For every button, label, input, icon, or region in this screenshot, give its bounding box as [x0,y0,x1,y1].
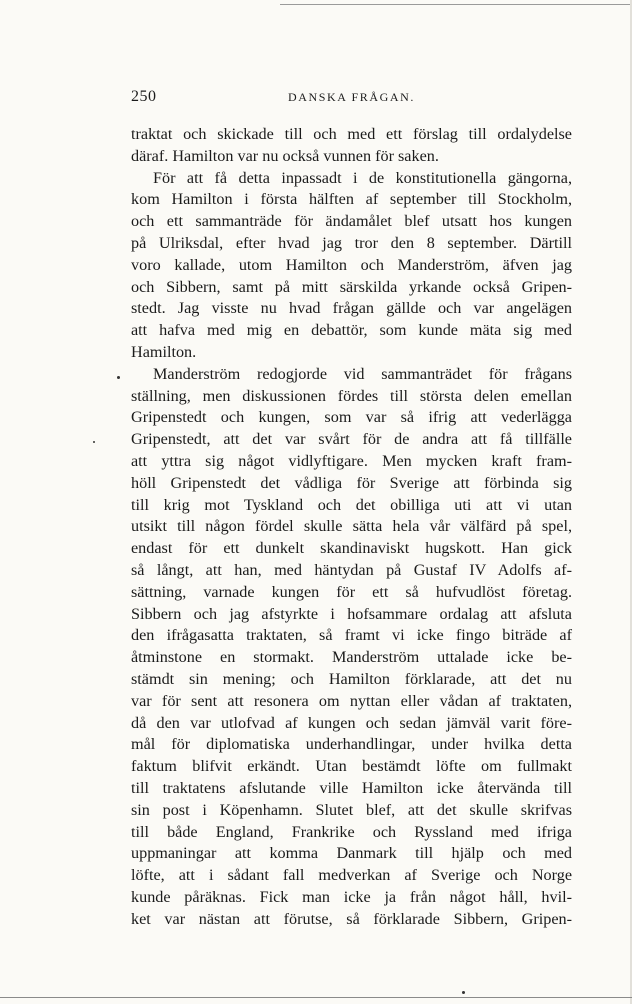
text-line: Hamilton. [131,342,197,361]
top-edge-rule [280,4,632,5]
text-line: uppmaningar att komma Danmark till hjälp och med [131,844,572,863]
text-line: ställning, men diskussionen fördes till största delen emellan [131,386,572,405]
page-number: 250 [131,88,157,105]
ink-speck [462,991,465,994]
text-line: För att få detta inpassadt i de konstitutionella gängorna, [153,168,572,187]
text-line: Gripenstedt och kungen, som var så ifrig att vederlägga [131,408,572,427]
text-line: mål för diplomatiska underhandlingar, under hvilka detta [131,735,572,754]
text-line: ket var nästan att förutse, så förklarade Sibbern, Gripen- [131,909,572,928]
paragraph-3 [131,364,572,931]
text-line: och ett sammanträde för ändamålet blef utsatt hos kungen [131,212,572,231]
text-line: faktum blifvit erkändt. Utan bestämdt löfte om fullmakt [131,757,572,776]
text-line: däraf. Hamilton var nu också vunnen för saken. [131,146,439,165]
bottom-edge-rule [0,997,632,998]
text-line: till både England, Frankrike och Ryssland med ifriga [131,822,572,841]
text-line: att yttra sig något vidlyftigare. Men mycken kraft fram- [131,451,572,470]
paragraph-2 [131,168,572,364]
text-line: till traktatens afslutande ville Hamilton icke återvända till [131,778,572,797]
ink-speck [93,441,95,443]
text-line: utsikt till någon fördel skulle sätta hela vår välfärd på spel, [131,517,572,536]
page-header [131,88,572,110]
text-line: då den var utlofvad af kungen och sedan jämväl varit före- [131,713,572,732]
text-line: kunde påräknas. Fick man icke ja från något håll, hvil- [131,887,572,906]
text-line: till krig mot Tyskland och det obilliga uti att vi utan [131,495,572,514]
text-line: Gripenstedt, att det var svårt för de andra att få tillfälle [131,430,572,449]
text-line: så långt, att han, med häntydan på Gustaf IV Adolfs af- [131,560,572,579]
ink-speck [117,376,120,379]
text-line: Sibbern och jag afstyrkte i hofsammare ordalag att afsluta [131,604,572,623]
text-line: kom Hamilton i första hälften af september till Stockholm, [131,190,572,209]
text-line: stämdt sin mening; och Hamilton förklarade, att det nu [131,669,572,688]
text-line: endast för ett dunkelt skandinaviskt hugskott. Han gick [131,539,572,558]
body-text [131,124,572,930]
text-line: stedt. Jag visste nu hvad frågan gällde och var angelägen [131,299,572,318]
running-title: DANSKA FRÅGAN. [287,90,416,104]
text-line: på Ulriksdal, efter hvad jag tror den 8 september. Därtill [131,233,572,252]
text-line: åtminstone en stormakt. Manderström uttalade icke be- [131,648,572,667]
text-line: löfte, att i sådant fall medverkan af Sverige och Norge [131,866,572,885]
text-line: den ifrågasatta traktaten, så framt vi icke fingo biträde af [131,626,572,645]
text-line: voro kallade, utom Hamilton och Manderström, äfven jag [131,255,572,274]
text-line: sättning, varnade kungen för ett så hufvudlöst företag. [131,582,572,601]
text-line: att hafva med mig en debattör, som kunde mäta sig med [131,321,572,340]
text-line: var för sent att resonera om nyttan eller vådan af traktaten, [131,691,572,710]
paragraph-1 [131,124,572,168]
text-line: sin post i Köpenhamn. Slutet blef, att det skulle skrifvas [131,800,572,819]
text-line: traktat och skickade till och med ett förslag till ordalydelse [131,125,572,143]
text-line: höll Gripenstedt det vådliga för Sverige att förbinda sig [131,473,572,492]
text-line: och Sibbern, samt på mitt särskilda yrkande också Gripen- [131,277,572,296]
text-line: Manderström redogjorde vid sammanträdet för frågans [153,364,572,383]
